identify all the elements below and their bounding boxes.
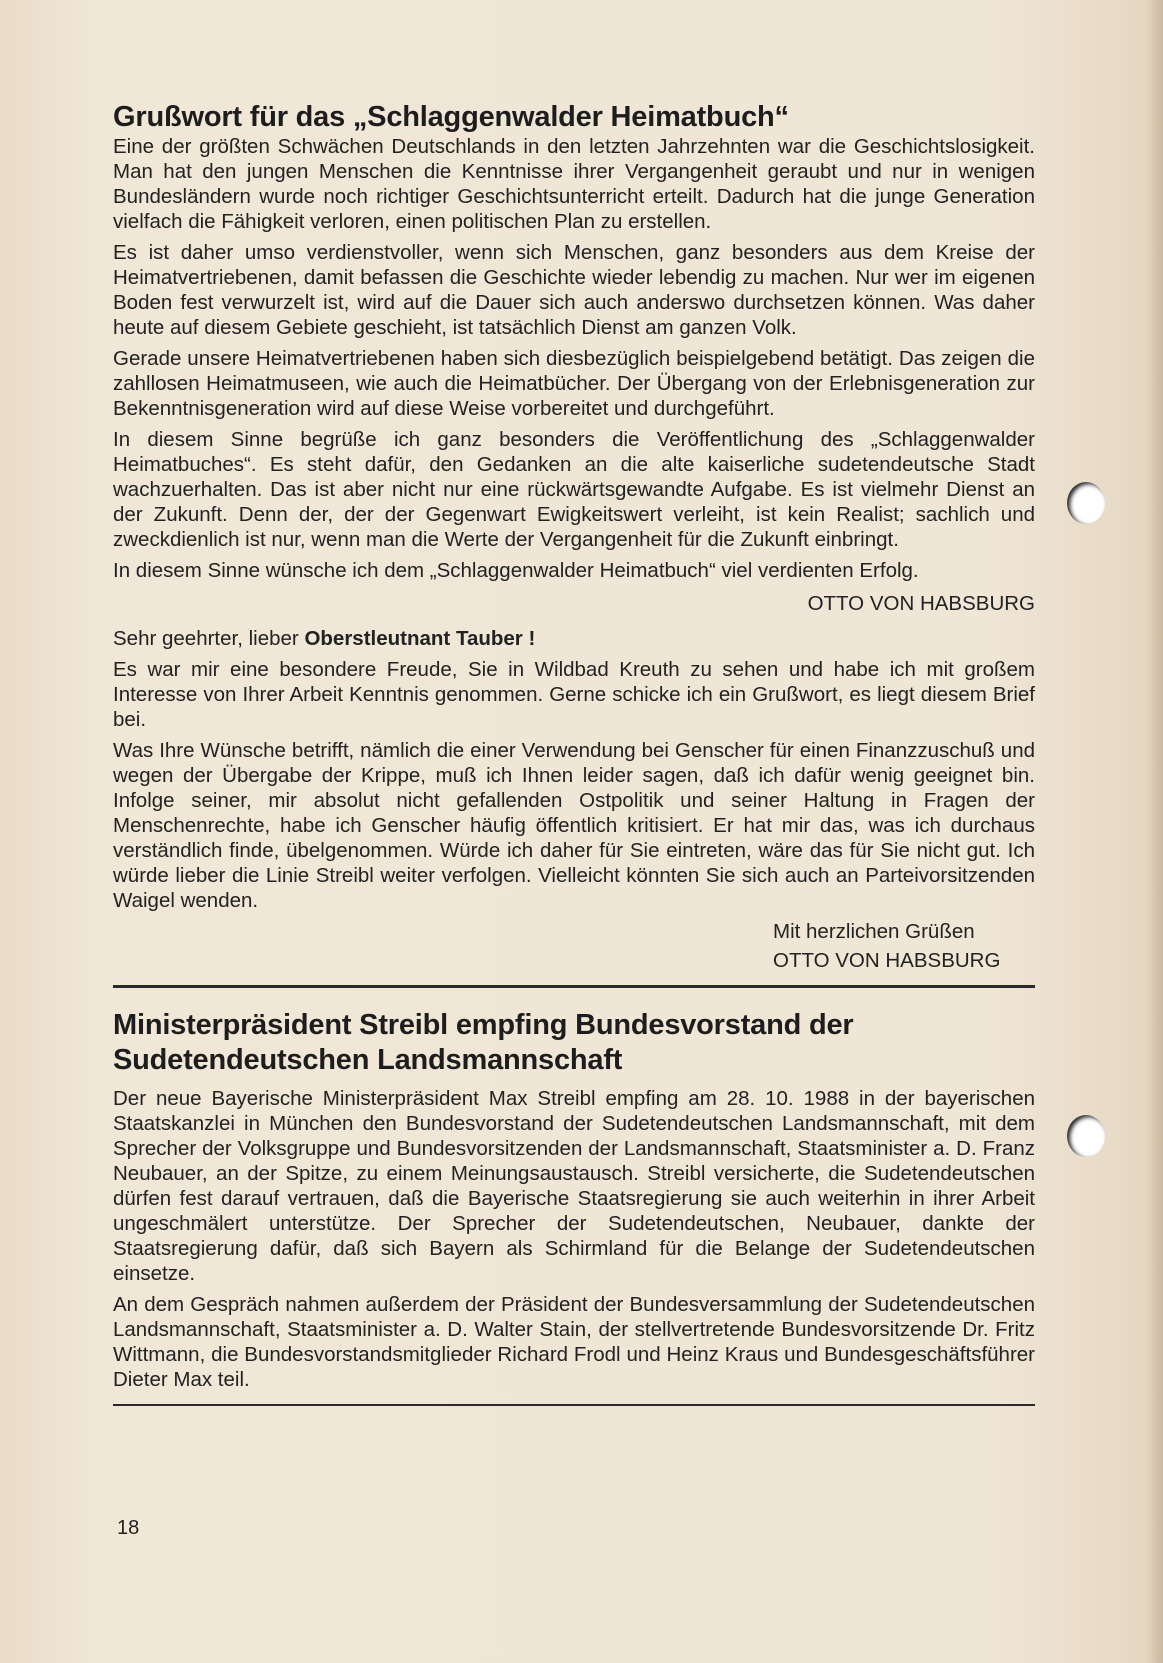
page-fold-shadow <box>1145 0 1163 1663</box>
letter-salutation <box>113 626 1035 651</box>
paragraph: In diesem Sinne begrüße ich ganz besonders die Veröffentlichung des „Schlaggenwalder Heimatbuches“. Es steht dafür, den Gedanken an die alte kaiserliche sudetendeutsche Stadt wachzuerhalten. Das ist aber nicht nur eine rückwärtsgewandte Aufgabe. Es ist vielmehr Dienst an der Zukunft. Denn der, der der Gegenwart Ewigkeitswert verleiht, ist kein Realist; sachlich und zweckdienlich ist nur, wenn man die Werte der Vergangenheit für die Zukunft einbringt. <box>113 428 1035 551</box>
page-number: 18 <box>117 1517 140 1539</box>
section-divider <box>113 985 1035 988</box>
paragraph: Was Ihre Wünsche betrifft, nämlich die einer Verwendung bei Genscher für einen Finanzzuschuß und wegen der Übergabe der Krippe, muß ich Ihnen leider sagen, daß ich dafür wenig geeignet bin. Infolge seiner, mir absolut nicht gefallenden Ostpolitik und seiner Haltung in Fragen der Menschenrechte, habe ich Genscher häufig öffentlich kritisiert. Er hat mir das, was ich durchaus verständlich finde, übelgenommen. Würde ich daher für Sie eintreten, wäre das für Sie nicht gut. Ich würde lieber die Linie Streibl weiter verfolgen. Vielleicht könnten Sie sich auch an Parteivorsitzenden Waigel wenden. <box>113 739 1035 912</box>
section-divider <box>113 1404 1035 1406</box>
punch-hole <box>1067 482 1105 524</box>
letter-closing <box>773 917 1035 975</box>
punch-hole <box>1067 1115 1105 1157</box>
page-content <box>113 100 1035 1406</box>
title-line: Sudetendeutschen Landsmannschaft <box>113 1044 623 1076</box>
title-line: Ministerpräsident Streibl empfing Bundesvorstand der <box>113 1009 854 1041</box>
salutation-name: Oberstleutnant Tauber ! <box>304 627 536 650</box>
paragraph: Gerade unsere Heimatvertriebenen haben sich diesbezüglich beispielgebend betätigt. Das zeigen die zahllosen Heimatmuseen, wie auch die Heimatbücher. Der Übergang von der Erlebnisgeneration zur Bekenntnisgeneration wird auf diese Weise vorbereitet und durchgeführt. <box>113 347 1035 420</box>
paragraph: Der neue Bayerische Ministerpräsident Max Streibl empfing am 28. 10. 1988 in der bayerischen Staatskanzlei in München den Bundesvorstand der Sudetendeutschen Landsmannschaft, mit dem Sprecher der Volksgruppe und Bundesvorsitzenden der Landsmannschaft, Staatsminister a. D. Franz Neubauer, an der Spitze, zu einem Meinungsaustausch. Streibl versicherte, die Sudetendeutschen dürfen fest darauf vertrauen, daß die Bayerische Staatsregierung sie auch weiterhin in ihrer Arbeit ungeschmälert unterstütze. Der Sprecher der Sudetendeutschen, Neubauer, dankte der Staatsregierung dafür, daß sich Bayern als Schirmland für die Belange der Sudetendeutschen einsetze. <box>113 1087 1035 1285</box>
paragraph: Eine der größten Schwächen Deutschlands in den letzten Jahrzehnten war die Geschichtslosigkeit. Man hat den jungen Menschen die Kenntnisse ihrer Vergangenheit geraubt und nur in wenigen Bundesländern wurde noch richtiger Geschichtsunterricht erteilt. Dadurch hat die junge Generation vielfach die Fähigkeit verloren, einen politischen Plan zu erstellen. <box>113 135 1035 233</box>
paragraph: Es ist daher umso verdienstvoller, wenn sich Menschen, ganz besonders aus dem Kreise der Heimatvertriebenen, damit befassen die Geschichte wieder lebendig zu machen. Nur wer im eigenen Boden fest verwurzelt ist, wird auf die Dauer sich auch anderswo durchsetzen können. Was daher heute auf diesem Gebiete geschieht, ist tatsächlich Dienst am ganzen Volk. <box>113 241 1035 339</box>
signature: OTTO VON HABSBURG <box>807 592 1035 615</box>
closing-text: Mit herzlichen Grüßen <box>773 920 975 943</box>
paragraph: Es war mir eine besondere Freude, Sie in Wildbad Kreuth zu sehen und habe ich mit großem Interesse von Ihrer Arbeit Kenntnis genommen. Gerne schicke ich ein Grußwort, es liegt diesem Brief bei. <box>113 658 1035 731</box>
closing-signature: OTTO VON HABSBURG <box>773 949 1001 972</box>
article-title-grusswort: Grußwort für das „Schlaggenwalder Heimatbuch“ <box>113 101 789 133</box>
article-title-streibl <box>113 1008 1035 1078</box>
paragraph: An dem Gespräch nahmen außerdem der Präsident der Bundesversammlung der Sudetendeutschen Landsmannschaft, Staatsminister a. D. Walter Stain, der stellvertretende Bundesvorsitzende Dr. Fritz Wittmann, die Bundesvorstandsmitglieder Richard Frodl und Heinz Kraus und Bundesgeschäftsführer Dieter Max teil. <box>113 1293 1035 1391</box>
salutation-prefix: Sehr geehrter, lieber <box>113 627 305 650</box>
paragraph: In diesem Sinne wünsche ich dem „Schlaggenwalder Heimatbuch“ viel verdienten Erfolg. <box>113 559 919 582</box>
